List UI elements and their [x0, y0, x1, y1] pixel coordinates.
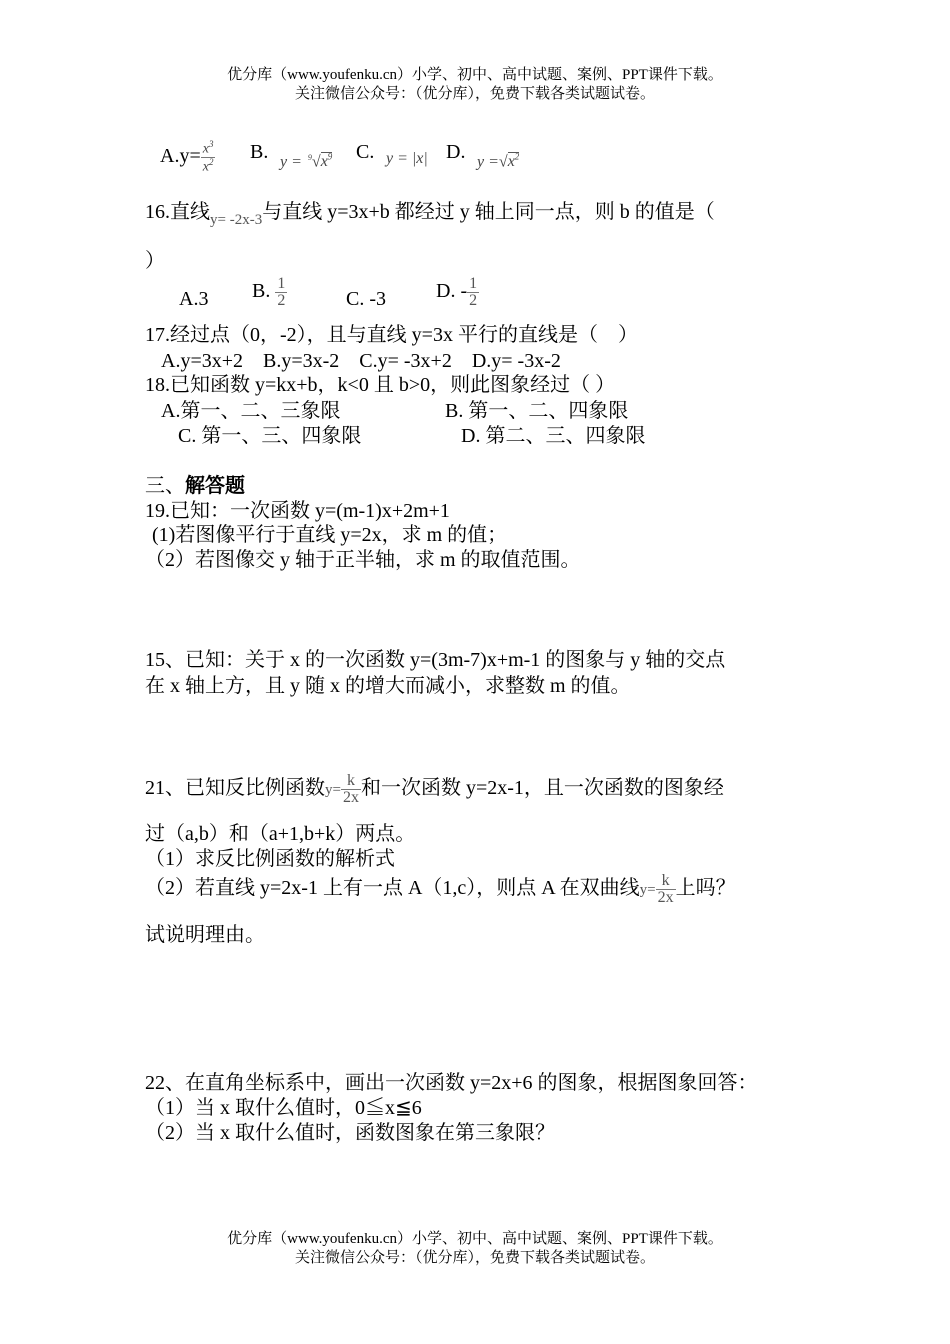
- q19-part-2: （2）若图像交 y 轴于正半轴，求 m 的取值范围。: [145, 549, 581, 571]
- q17-stem: 17.经过点（0，-2），且与直线 y=3x 平行的直线是（ ）: [145, 324, 638, 346]
- q21-num: k: [346, 772, 355, 789]
- q19-part-1: (1)若图像平行于直线 y=2x，求 m 的值；: [152, 524, 508, 546]
- q15-option-c-label: C.: [356, 141, 375, 163]
- q15-d-rad: x: [507, 153, 515, 171]
- q21-p2-post: 上吗？: [675, 877, 736, 900]
- footer-line-2: 关注微信公众号：（优分库），免费下载各类试题试卷。: [294, 1250, 655, 1266]
- q21-p2-fraction: [656, 873, 676, 906]
- q17-options: A.y=3x+2 B.y=3x-2 C.y= -3x+2 D.y= -3x-2: [161, 350, 561, 372]
- q21-part-2-line-2: 试说明理由。: [145, 924, 265, 946]
- q16-d-den: 2: [469, 292, 478, 309]
- q15-option-d-math: $y =√x^2$: [477, 152, 520, 171]
- q21-p2-num: k: [661, 872, 670, 889]
- q16-stem: [145, 200, 715, 226]
- q18-option-b: B. 第一、二、四象限: [445, 400, 629, 422]
- q16-d-label: D. -: [436, 280, 468, 303]
- q15-a-den-exp: 2: [208, 156, 214, 167]
- section-heading: [145, 474, 245, 498]
- q16-line-eq: y= -2x-3: [210, 212, 263, 228]
- q16-b-fraction: [275, 276, 287, 309]
- q20-line-1: 15、已知：关于 x 的一次函数 y=(3m-7)x+m-1 的图象与 y 轴的交点: [145, 649, 726, 671]
- q16-close: ）: [145, 250, 165, 272]
- q16-option-b: [252, 276, 287, 309]
- q15-a-label: A.y=: [160, 144, 201, 167]
- q15-d-rad-exp: 2: [514, 152, 520, 162]
- q15-option-d-label: D.: [446, 141, 466, 163]
- q21-part-2: [145, 873, 736, 906]
- q16-post: 与直线 y=3x+b 都经过 y 轴上同一点，则 b 的值是（: [262, 201, 715, 223]
- q16-b-num: 1: [277, 275, 286, 292]
- q15-b-rad: x: [320, 153, 328, 171]
- q15-a-fraction: [201, 140, 216, 174]
- q21-pre: 21、已知反比例函数: [145, 777, 325, 800]
- q18-option-c: C. 第一、三、四象限: [178, 425, 362, 447]
- q15-option-a: [160, 140, 215, 174]
- q21-den: 2x: [342, 789, 359, 806]
- q20-line-2: 在 x 轴上方，且 y 随 x 的增大而减小，求整数 m 的值。: [145, 675, 631, 697]
- q22-part-1: （1）当 x 取什么值时，0≦x≦6: [145, 1097, 422, 1119]
- q15-a-num-exp: 3: [208, 139, 214, 149]
- section-title: 解答题: [185, 475, 245, 497]
- q16-b-label: B.: [252, 280, 271, 303]
- q21-line-2: 过（a,b）和（a+1,b+k）两点。: [145, 823, 416, 845]
- q16-option-d: [436, 276, 479, 309]
- q15-a-den: x: [202, 159, 209, 175]
- q16-option-a: A.3: [179, 288, 209, 310]
- q21-y-label: y=: [325, 782, 341, 799]
- q15-option-c-math: y = |x|: [386, 150, 428, 167]
- q15-option-b-math: $y = ^9√x^9$: [280, 152, 333, 171]
- q21-stem: [145, 773, 724, 806]
- q16-d-fraction: [467, 276, 479, 309]
- q22-part-2: （2）当 x 取什么值时，函数图象在第三象限？: [145, 1122, 555, 1144]
- q19-stem: 19.已知：一次函数 y=(m-1)x+2m+1: [145, 500, 450, 522]
- q21-p2-y: y=: [639, 882, 656, 899]
- q21-p2-pre: （2）若直线 y=2x-1 上有一点 A（1,c），则点 A 在双曲线: [145, 877, 640, 900]
- footer-line-1: 优分库（www.youfenku.cn）小学、初中、高中试题、案例、PPT课件下载。: [227, 1231, 723, 1247]
- q18-option-d: D. 第二、三、四象限: [461, 425, 646, 447]
- q15-b-index: 9: [307, 153, 312, 162]
- q16-pre: 16.直线: [145, 201, 210, 223]
- q15-a-num: x: [202, 141, 209, 157]
- q18-stem: 18.已知函数 y=kx+b，k<0 且 b>0，则此图象经过（ ）: [145, 374, 616, 396]
- q21-fraction: [341, 773, 361, 806]
- q16-b-den: 2: [277, 292, 286, 309]
- q15-option-b-label: B.: [250, 141, 269, 163]
- q21-p2-den: 2x: [657, 889, 674, 906]
- q15-b-math: y =: [280, 153, 302, 171]
- header-line-2: 关注微信公众号：（优分库），免费下载各类试题试卷。: [294, 86, 655, 102]
- q16-option-c: C. -3: [346, 288, 386, 310]
- q22-stem: 22、在直角坐标系中，画出一次函数 y=2x+6 的图象，根据图象回答：: [145, 1072, 758, 1094]
- section-prefix: 三、: [145, 475, 185, 497]
- q21-part-1: （1）求反比例函数的解析式: [145, 848, 395, 870]
- q15-b-rad-exp: 9: [327, 152, 333, 162]
- q16-d-num: 1: [469, 275, 478, 292]
- header-line-1: 优分库（www.youfenku.cn）小学、初中、高中试题、案例、PPT课件下载。: [227, 67, 723, 83]
- q15-d-math: y =: [477, 153, 499, 171]
- q21-post: 和一次函数 y=2x-1，且一次函数的图象经: [360, 777, 724, 800]
- q18-option-a: A.第一、二、三象限: [161, 400, 341, 422]
